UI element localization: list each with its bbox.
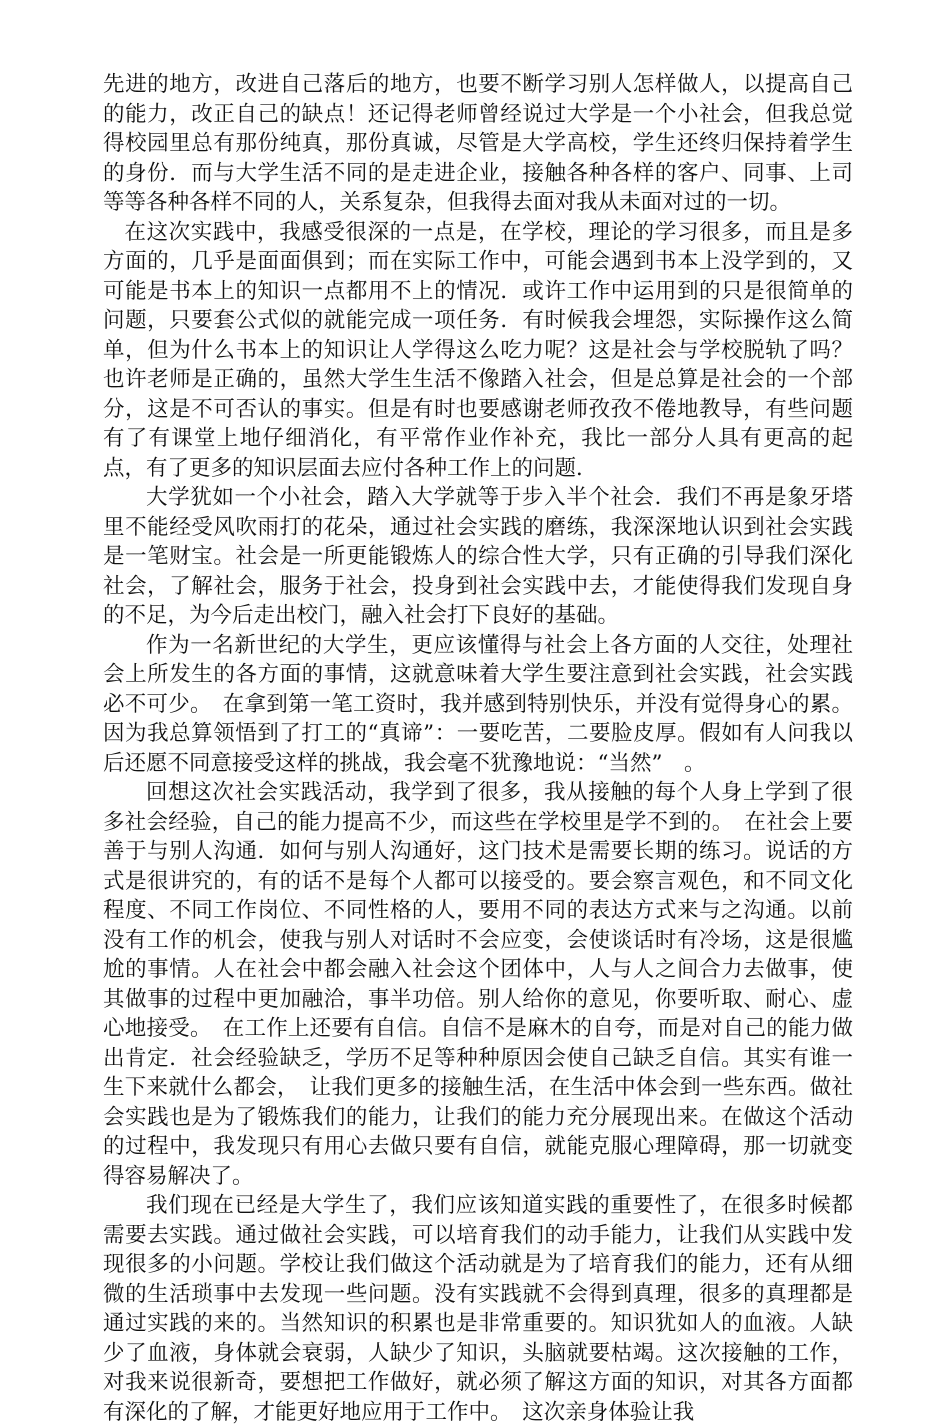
paragraph-reflection: 回想这次社会实践活动，我学到了很多，我从接触的每个人身上学到了很多社会经验，自己的能力提高不少，而这些在学校里是学不到的。 在社会上要善于与别人沟通．如何与别人沟通好，这门技术是需要长期的练习。说话的方式是很讲究的，有的话不是每个人都可以接受的。要会察言观色，和不同文化程度、不同工作岗位、不同性格的人，要用不同的表达方式来与之沟通。以前没有工作的机会，使我与别人对话时不会应变，会使谈话时有冷场，这是很尴尬的事情。人在社会中都会融入社会这个团体中，人与人之间合力去做事，使其做事的过程中更加融洽，事半功倍。别人给你的意见，你要听取、耐心、虚心地接受。 在工作上还要有自信。自信不是麻木的自夸，而是对自己的能力做出肯定．社会经验缺乏，学历不足等种种原因会使自己缺乏自信。其实有谁一生下来就什么都会， 让我们更多的接触生活，在生活中体会到一些东西。做社会实践也是为了锻炼我们的能力，让我们的能力充分展现出来。在做这个活动的过程中，我发现只有用心去做只要有自信，就能克服心理障碍，那一切就变得容易解决了。 — [103, 780, 853, 1189]
document-page — [103, 70, 853, 1427]
paragraph-continuation: 先进的地方，改进自己落后的地方，也要不断学习别人怎样做人，以提高自己的能力，改正自己的缺点！还记得老师曾经说过大学是一个小社会，但我总觉得校园里总有那份纯真，那份真诚，尽管是大学高校，学生还终归保持着学生的身份．而与大学生活不同的是走进企业，接触各种各样的客户、同事、上司等等各种各样不同的人，关系复杂，但我得去面对我从未面对过的一切。 — [103, 72, 853, 215]
paragraph-university-society: 大学犹如一个小社会，踏入大学就等于步入半个社会．我们不再是象牙塔里不能经受风吹雨打的花朵，通过社会实践的磨练，我深深地认识到社会实践是一笔财宝。社会是一所更能锻炼人的综合性大学，只有正确的引导我们深化社会，了解社会，服务于社会，投身到社会实践中去，才能使得我们发现自身的不足，为今后走出校门，融入社会打下良好的基础。 — [103, 485, 853, 628]
paragraph-new-century-student: 作为一名新世纪的大学生，更应该懂得与社会上各方面的人交往，处理社会上所发生的各方面的事情，这就意味着大学生要注意到社会实践，社会实践必不可少。 在拿到第一笔工资时，我并感到特别快乐，并没有觉得身心的累。因为我总算领悟到了打工的“真谛”：一要吃苦，二要脸皮厚。假如有人问我以后还愿不同意接受这样的挑战，我会毫不犹豫地说：“当然” 。 — [103, 632, 853, 776]
paragraph-practice-experience: 在这次实践中，我感受很深的一点是，在学校，理论的学习很多，而且是多方面的，几乎是面面俱到；而在实际工作中，可能会遇到书本上没学到的，又可能是书本上的知识一点都用不上的情况．或许工作中运用到的只是很简单的问题，只要套公式似的就能完成一项任务．有时候我会埋怨，实际操作这么简单，但为什么书本上的知识让人学得这么吃力呢？这是社会与学校脱轨了吗？也许老师是正确的，虽然大学生生活不像踏入社会，但是总算是社会的一个部分，这是不可否认的事实。但是有时也要感谢老师孜孜不倦地教导，有些问题有了有课堂上地仔细消化，有平常作业作补充，我比一部分人具有更高的起点，有了更多的知识层面去应付各种工作上的问题． — [103, 219, 853, 481]
paragraph-importance-of-practice: 我们现在已经是大学生了，我们应该知道实践的重要性了，在很多时候都需要去实践。通过做社会实践，可以培育我们的动手能力，让我们从实践中发现很多的小问题。学校让我们做这个活动就是为了培育我们的能力，还有从细微的生活琐事中去发现一些问题。没有实践就不会得到真理，很多的真理都是通过实践的来的。当然知识的积累也是非常重要的。知识犹如人的血液。人缺少了血液，身体就会衰弱，人缺少了知识，头脑就要枯竭。这次接触的工作，对我来说很新奇，要想把工作做好，就必须了解这方面的知识，对其各方面都有深化的了解，才能更好地应用于工作中。 这次亲身体验让我 — [103, 1193, 853, 1425]
